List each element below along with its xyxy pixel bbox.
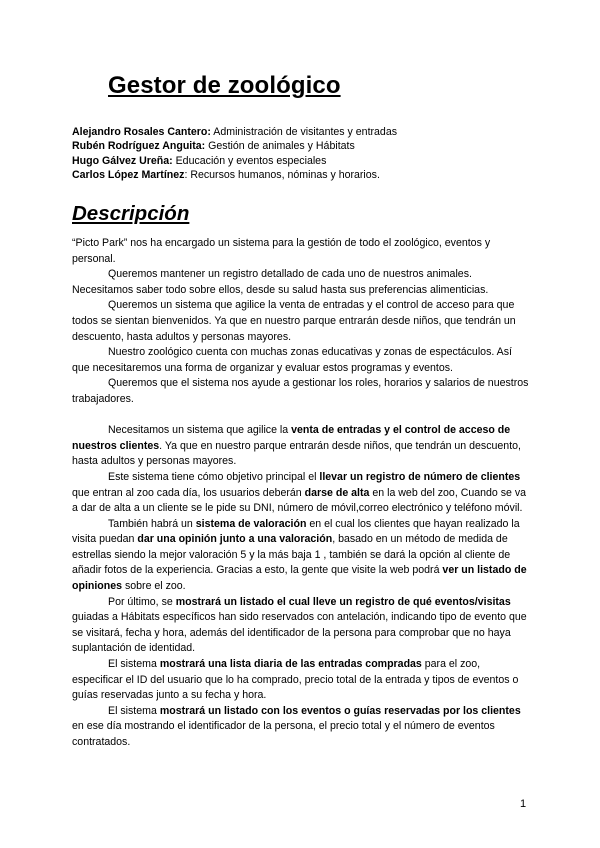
text-run: Nuestro zoológico cuenta con muchas zonas educativas y zonas de espectáculos. Así que necesitaremos una forma de organizar y evaluar estos programas y eventos.	[72, 346, 512, 374]
text-run: “Picto Park” nos ha encargado un sistema para la gestión de todo el zoológico, eventos y personal.	[72, 237, 491, 265]
page-number: 1	[520, 798, 527, 810]
bold-text: darse de alta	[304, 486, 370, 499]
description-paragraph	[72, 517, 529, 595]
text-run: . Ya que en nuestro parque entrarán desde niños, que tendrán un descuento, hasta adultos y personas mayores.	[72, 439, 521, 468]
description-body	[72, 236, 529, 751]
text-run: en ese día mostrando el identificador de la persona, el precio total y el número de eventos contratados.	[72, 720, 495, 748]
description-paragraph	[72, 470, 529, 517]
author-name: Alejandro Rosales Cantero:	[72, 126, 211, 138]
document-title: Gestor de zoológico	[108, 72, 341, 99]
description-paragraph	[72, 267, 529, 298]
author-line	[72, 154, 532, 168]
author-role: Administración de visitantes y entradas	[210, 126, 398, 138]
author-role: : Recursos humanos, nóminas y horarios.	[184, 168, 380, 181]
description-paragraph	[72, 236, 529, 267]
text-run: que entran al zoo cada día, los usuarios deberán	[72, 486, 305, 499]
author-line	[72, 168, 532, 182]
bold-text: mostrará un listado el cual lleve un registro de qué eventos/visitas	[175, 595, 511, 608]
text-run: Por último, se	[108, 595, 176, 608]
text-run: para el zoo, especificar el ID del usuario que lo ha comprado, precio total de la entrada y tipos de eventos o guías reservadas junto a su fecha y hora.	[72, 658, 519, 702]
bold-text: llevar un registro de número de clientes	[319, 470, 521, 483]
text-run: Queremos que el sistema nos ayude a gestionar los roles, horarios y salarios de nuestros trabajadores.	[72, 377, 529, 405]
description-paragraph	[72, 595, 529, 657]
author-role: Educación y eventos especiales	[172, 154, 327, 167]
text-run: El sistema	[108, 658, 160, 671]
bold-text: sistema de valoración	[195, 517, 307, 530]
description-paragraph	[72, 376, 529, 407]
description-paragraph	[72, 657, 529, 704]
text-run: Queremos mantener un registro detallado de cada uno de nuestros animales. Necesitamos saber todo sobre ellos, desde su salud hasta sus preferencias alimenticias.	[72, 268, 489, 296]
author-name: Rubén Rodríguez Anguita:	[72, 140, 206, 153]
bold-text: dar una opinión junto a una valoración	[137, 533, 333, 546]
author-name: Hugo Gálvez Ureña:	[72, 154, 173, 167]
author-line	[72, 125, 532, 139]
author-role: Gestión de animales y Hábitats	[205, 140, 355, 153]
author-list	[72, 125, 532, 182]
text-run: guiadas a Hábitats específicos han sido reservados con antelación, indicando tipo de evento que se visitará, fecha y hora, además del identificador de la persona para comprobar que no haya suplantación de identidad.	[72, 611, 527, 655]
bold-text: ver un listado de opiniones	[72, 564, 527, 593]
text-run: También habrá un	[108, 517, 196, 530]
bold-text: mostrará un listado con los eventos o guías reservadas por los clientes	[159, 704, 521, 717]
description-paragraph	[72, 423, 529, 470]
description-paragraph	[72, 704, 529, 751]
text-run: El sistema	[108, 704, 160, 717]
text-run: en la web del zoo, Cuando se va a dar de alta a un cliente se le pide su DNI, número de móvil,correo electrónico y teléfono móvil.	[72, 486, 527, 515]
text-run: Este sistema tiene cómo objetivo principal el	[108, 470, 320, 483]
description-paragraph	[72, 298, 529, 345]
text-run: sobre el zoo.	[122, 580, 186, 593]
bold-text: mostrará una lista diaria de las entradas compradas	[159, 658, 422, 671]
text-run: , basado en un método de medida de estrellas siendo la mejor valoración 5 y la más baja 1 , también se dará la opción al cliente de añadir fotos de la experiencia. Gracias a esto, la gente que visite la web podrá	[72, 533, 511, 577]
text-run: Necesitamos un sistema que agilice la	[108, 424, 292, 437]
text-run: Queremos un sistema que agilice la venta de entradas y el control de acceso para que todos se sientan bienvenidos. Ya que en nuestro parque entrarán desde niños, que tendrán un descuento, hasta adultos y personas mayores.	[72, 299, 516, 343]
bold-text: venta de entradas y el control de acceso de nuestros clientes	[72, 424, 511, 452]
author-line	[72, 139, 532, 153]
text-run: en el cual los clientes que hayan realizado la visita puedan	[72, 517, 520, 546]
author-name: Carlos López Martínez	[72, 168, 185, 181]
description-paragraph	[72, 345, 529, 376]
section-heading: Descripción	[72, 202, 190, 225]
